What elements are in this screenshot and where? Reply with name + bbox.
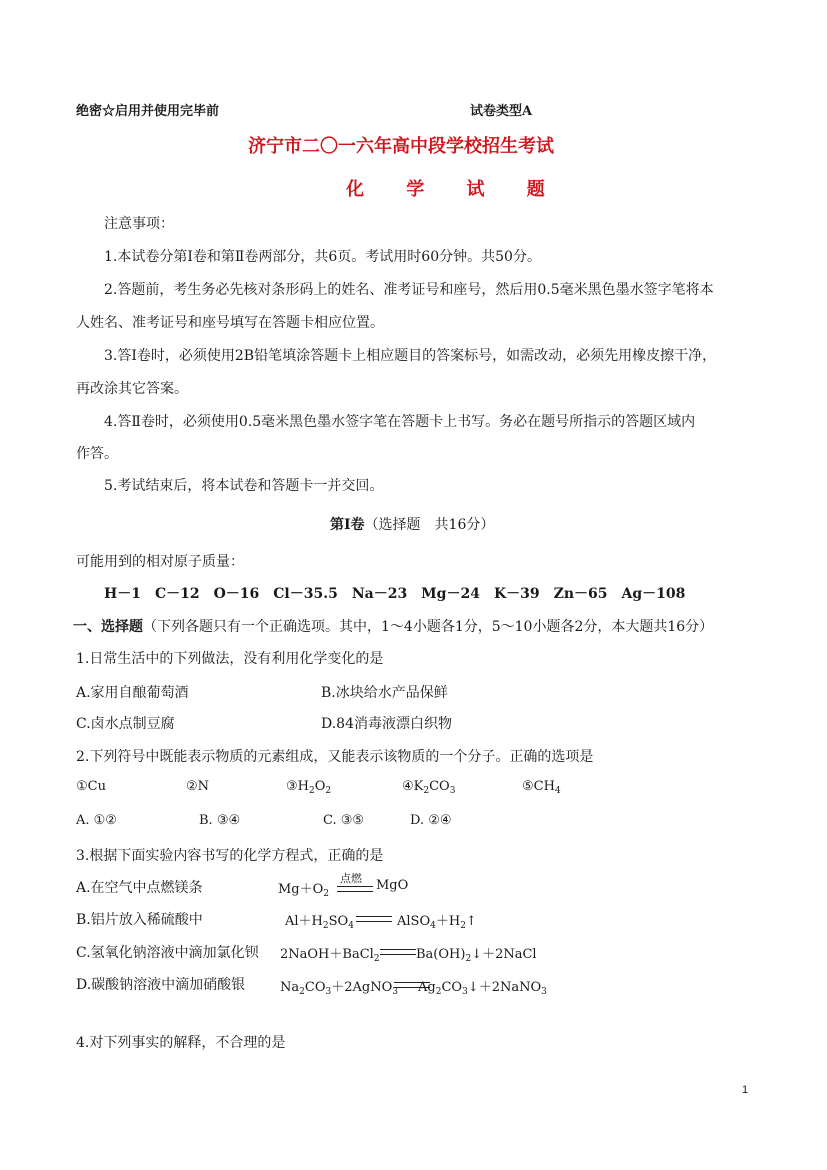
question-1-option-a: A.家用自酿葡萄酒: [76, 685, 189, 701]
equation-b-sub-3: 4: [430, 921, 436, 931]
equation-b-product-2: ＋H: [435, 914, 461, 929]
question-3-option-a: A.在空气中点燃镁条: [76, 880, 203, 896]
equation-d-co: CO: [304, 980, 326, 995]
symbol-4-sub-2: 3: [449, 786, 456, 796]
section-title-rest: （选择题 共16分）: [364, 517, 495, 533]
notice-item-4-cont: 作答。: [76, 446, 118, 462]
equation-c-right: [416, 943, 537, 964]
equation-a-sub: 2: [323, 889, 330, 899]
equation-d-sub-2: 3: [325, 987, 332, 997]
equation-a-left: [278, 878, 329, 899]
notice-item-1: 1.本试卷分第Ⅰ卷和第Ⅱ卷两部分，共6页。考试用时60分钟。共50分。: [104, 249, 541, 265]
equation-d-sub-6: 3: [541, 987, 547, 997]
equation-a-reactants: Mg＋O: [278, 882, 324, 897]
question-3-option-c: C.氢氧化钠溶液中滴加氯化钡: [76, 945, 259, 961]
section-title: [330, 514, 494, 534]
exam-subtitle: 化 学 试 题: [346, 179, 563, 200]
equation-d-agno: ＋2AgNO: [331, 980, 393, 995]
question-2-symbol-4: [402, 779, 455, 796]
symbol-3-sub-2: 2: [325, 786, 332, 796]
equation-c-left: [280, 943, 380, 964]
notice-item-4: 4.答Ⅱ卷时，必须使用0.5毫米黑色墨水签字笔在答题卡上书写。务必在题号所指示的答题区域内: [104, 414, 696, 430]
equation-a-right: MgO: [376, 878, 409, 893]
equation-b-sub-1: 2: [322, 921, 329, 931]
question-2-stem: 2.下列符号中既能表示物质的元素组成，又能表示该物质的一个分子。正确的选项是: [76, 749, 594, 765]
notice-item-3-cont: 再改涂其它答案。: [76, 381, 188, 397]
equation-d-right: [418, 976, 547, 997]
equation-b-left: [285, 910, 354, 931]
equation-d-na: Na: [280, 980, 300, 995]
symbol-3-mid: O: [314, 779, 326, 794]
equation-c-product: Ba(OH): [416, 947, 466, 962]
notice-item-3: 3.答Ⅰ卷时，必须使用2B铅笔填涂答题卡上相应题目的答案标号，如需改动，必须先用橡皮擦干净，: [104, 348, 717, 364]
equation-d-sub-5: 3: [462, 987, 468, 997]
equation-c-reactants: 2NaOH＋BaCl: [280, 947, 374, 962]
symbol-4-sub-1: 2: [423, 786, 430, 796]
equation-d-sub-4: 2: [435, 987, 442, 997]
question-2-symbol-2: ②N: [186, 779, 210, 794]
equation-b-sub-4: 2: [460, 921, 466, 931]
equation-b-reactant: Al＋H: [285, 914, 323, 929]
equation-b-mid: SO: [328, 914, 349, 929]
equation-d-sub-1: 2: [299, 987, 305, 997]
equation-d-co-2: CO: [441, 980, 463, 995]
symbol-5-part: ⑤CH: [522, 779, 555, 794]
question-3-option-b: B.铝片放入稀硫酸中: [76, 912, 203, 928]
question-2-symbol-3: [286, 779, 331, 796]
symbol-4-mid: CO: [429, 779, 450, 794]
question-2-option-c: C. ③⑤: [323, 813, 365, 828]
equation-c-sub-2: 2: [465, 954, 472, 964]
question-2-symbol-5: [522, 779, 561, 796]
question-4-stem: 4.对下列事实的解释，不合理的是: [76, 1035, 286, 1051]
equation-b-sub-2: 4: [348, 921, 354, 931]
equation-c-sub-1: 2: [373, 954, 380, 964]
gas-arrow-icon: ↑: [465, 914, 477, 929]
equation-c-product-rest: ↓＋2NaCl: [471, 947, 537, 962]
part-one-heading: [73, 616, 713, 636]
question-1-stem: 1.日常生活中的下列做法，没有利用化学变化的是: [76, 651, 384, 667]
equation-b-right: [397, 910, 477, 931]
symbol-4-part: ④K: [402, 779, 424, 794]
question-2-symbol-1: ①Cu: [76, 779, 106, 794]
equation-d-sub-3: 3: [392, 987, 398, 997]
question-3-stem: 3.根据下面实验内容书写的化学方程式，正确的是: [76, 848, 384, 864]
equation-a-condition: 点燃: [340, 872, 362, 885]
equation-b-equals-sign: [356, 916, 392, 922]
question-3-option-d: D.碳酸钠溶液中滴加硝酸银: [76, 977, 246, 993]
equation-d-left: [280, 976, 398, 997]
question-2-option-d: D. ②④: [410, 813, 452, 828]
question-1-option-c: C.卤水点制豆腐: [76, 716, 175, 732]
equation-d-nano: ↓＋2NaNO: [467, 980, 542, 995]
atomic-mass-values: H－1 C－12 O－16 Cl－35.5 Na－23 Mg－24 K－39 Zn－65 Ag－108: [104, 586, 686, 602]
question-1-option-b: B.冰块给水产品保鲜: [321, 685, 448, 701]
paper-type-label: 试卷类型A: [470, 104, 533, 119]
question-2-option-b: B. ③④: [199, 813, 241, 828]
section-title-bold: 第Ⅰ卷: [330, 517, 365, 533]
symbol-3-part: ③H: [286, 779, 309, 794]
exam-title: 济宁市二〇一六年高中段学校招生考试: [248, 136, 554, 157]
question-1-option-d: D.84消毒液漂白织物: [321, 716, 452, 732]
equation-c-equals-sign: [380, 949, 416, 955]
notice-heading: 注意事项：: [104, 216, 174, 232]
equation-b-product: AlSO: [397, 914, 431, 929]
part-one-title: 一、选择题: [73, 619, 143, 635]
equation-d-ag: Ag: [418, 980, 436, 995]
symbol-3-sub-1: 2: [309, 786, 315, 796]
confidential-label: 绝密☆启用并使用完毕前: [76, 104, 220, 119]
question-2-option-a: A. ①②: [76, 813, 117, 828]
page-number: 1: [742, 1084, 749, 1096]
notice-item-2: 2.答题前，考生务必先核对条形码上的姓名、准考证号和座号，然后用0.5毫米黑色墨水签字笔将本: [104, 282, 714, 298]
symbol-5-sub: 4: [554, 786, 561, 796]
equation-a-equals-sign: [337, 886, 373, 892]
atomic-mass-label: 可能用到的相对原子质量：: [76, 554, 244, 570]
part-one-instructions: （下列各题只有一个正确选项。其中，1～4小题各1分，5～10小题各2分，本大题共16分）: [143, 619, 714, 635]
notice-item-2-cont: 人姓名、准考证号和座号填写在答题卡相应位置。: [76, 315, 384, 331]
notice-item-5: 5.考试结束后，将本试卷和答题卡一并交回。: [104, 478, 384, 494]
